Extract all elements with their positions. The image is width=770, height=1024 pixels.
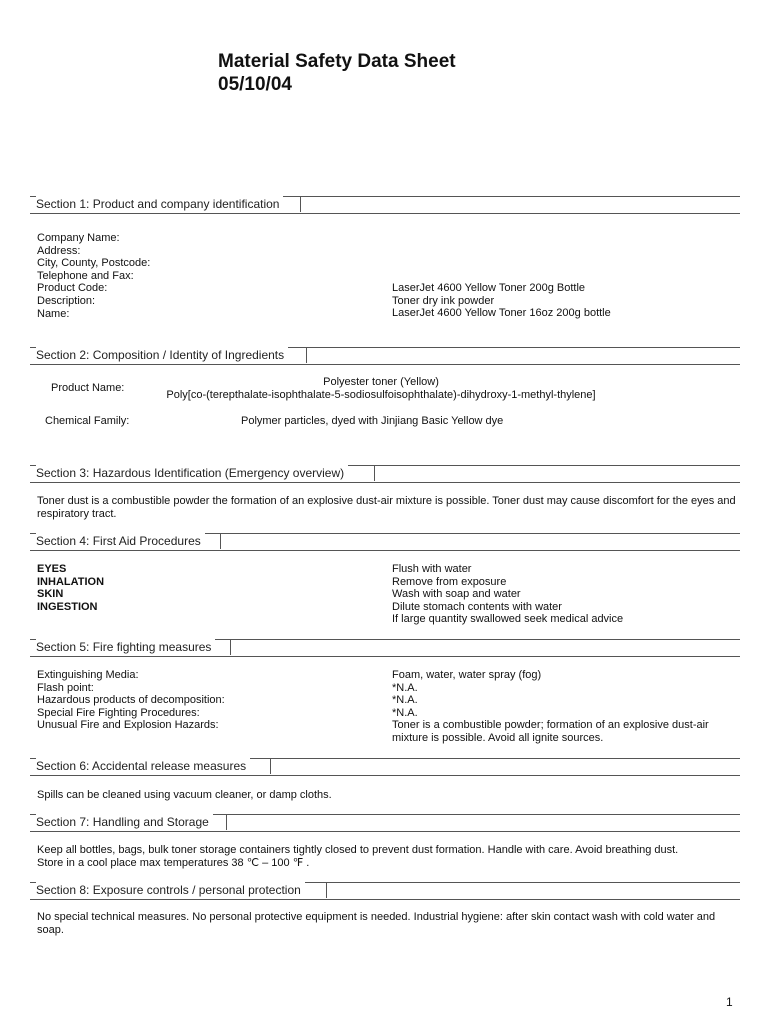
section-2-header — [30, 347, 740, 365]
value-name: LaserJet 4600 Yellow Toner 16oz 200g bottle — [392, 307, 611, 320]
section-6-text: Spills can be cleaned using vacuum cleaner, or damp cloths. — [37, 789, 332, 801]
product-name-line-1: Polyester toner (Yellow) — [323, 376, 439, 388]
label-inhalation: INHALATION — [37, 575, 105, 588]
value-special-procedures: *N.A. — [392, 706, 418, 719]
section-1-header — [30, 196, 740, 214]
section-6-heading: Section 6: Accidental release measures — [36, 758, 250, 774]
document-title — [218, 50, 456, 96]
label-address: Address: — [37, 244, 81, 257]
section-4-heading: Section 4: First Aid Procedures — [36, 533, 205, 549]
section-7-line-1: Keep all bottles, bags, bulk toner storage containers tightly closed to prevent dust formation. Handle with care. Avoid breathing dust. — [37, 844, 679, 856]
section-1-values — [392, 282, 611, 320]
section-5-values — [392, 669, 709, 745]
section-8-text: No special technical measures. No personal protective equipment is needed. Industrial hygiene: after skin contact wash with cold water and soap. — [37, 911, 716, 936]
label-special-procedures: Special Fire Fighting Procedures: — [37, 706, 200, 719]
value-skin: Wash with soap and water — [392, 588, 521, 601]
label-description: Description: — [37, 294, 96, 307]
label-skin: SKIN — [37, 588, 64, 601]
label-name: Name: — [37, 307, 70, 320]
section-8-heading: Section 8: Exposure controls / personal protection — [36, 882, 305, 898]
product-name-line-2: Poly[co-(terepthalate-isophthalate-5-sodiosulfoisophthalate)-dihydroxy-1-methyl-thylene] — [166, 388, 596, 401]
page-title: Material Safety Data Sheet — [218, 51, 456, 72]
value-ingestion: Dilute stomach contents with water — [392, 600, 562, 613]
page-number: 1 — [726, 995, 733, 1009]
value-eyes: Flush with water — [392, 563, 472, 575]
label-telephone: Telephone and Fax: — [37, 269, 134, 282]
section-7-text — [37, 844, 678, 869]
value-flash-point: *N.A. — [392, 681, 418, 694]
value-product-code: LaserJet 4600 Yellow Toner 200g Bottle — [392, 282, 586, 294]
label-company-name: Company Name: — [37, 232, 120, 244]
section-5-heading: Section 5: Fire fighting measures — [36, 639, 215, 655]
value-extinguishing-media: Foam, water, water spray (fog) — [392, 669, 542, 681]
section-3-header — [30, 465, 740, 483]
label-product-name: Product Name: — [51, 382, 125, 394]
section-1-heading: Section 1: Product and company identification — [36, 196, 283, 212]
section-2-heading: Section 2: Composition / Identity of Ingredients — [36, 347, 288, 363]
section-7-line-2: Store in a cool place max temperatures 38 ℃ – 100 ℉ . — [37, 856, 310, 869]
section-3-text: Toner dust is a combustible powder the formation of an explosive dust-air mixture is possible. Toner dust may cause discomfort for the eyes and respiratory tract. — [37, 495, 736, 520]
section-1-labels — [37, 232, 150, 320]
value-hazardous-products: *N.A. — [392, 694, 418, 707]
section-6-header — [30, 758, 740, 776]
label-unusual-hazards: Unusual Fire and Explosion Hazards: — [37, 719, 219, 732]
product-name-value — [153, 376, 609, 401]
label-product-code: Product Code: — [37, 282, 108, 295]
value-description: Toner dry ink powder — [392, 294, 495, 307]
section-5-labels — [37, 669, 225, 732]
section-8-header — [30, 882, 740, 900]
value-unusual-hazards-1: Toner is a combustible powder; formation of an explosive dust-air — [392, 719, 709, 732]
label-chemical-family: Chemical Family: — [45, 415, 130, 427]
section-4-labels — [37, 563, 104, 613]
value-inhalation: Remove from exposure — [392, 575, 507, 588]
section-4-values — [392, 563, 623, 626]
label-flash-point: Flash point: — [37, 681, 94, 694]
section-5-header — [30, 639, 740, 657]
label-extinguishing-media: Extinguishing Media: — [37, 669, 139, 681]
section-3-heading: Section 3: Hazardous Identification (Emergency overview) — [36, 465, 348, 481]
label-ingestion: INGESTION — [37, 600, 98, 613]
document-date: 05/10/04 — [218, 74, 292, 95]
label-city: City, County, Postcode: — [37, 257, 151, 270]
section-7-header — [30, 814, 740, 832]
value-unusual-hazards-2: mixture is possible. Avoid all ignite sources. — [392, 731, 604, 744]
section-7-heading: Section 7: Handling and Storage — [36, 814, 213, 830]
section-4-header — [30, 533, 740, 551]
value-ingestion-extra: If large quantity swallowed seek medical advice — [392, 613, 624, 626]
label-hazardous-products: Hazardous products of decomposition: — [37, 694, 225, 707]
chemical-family-value: Polymer particles, dyed with Jinjiang Basic Yellow dye — [241, 415, 504, 427]
label-eyes: EYES — [37, 563, 67, 575]
